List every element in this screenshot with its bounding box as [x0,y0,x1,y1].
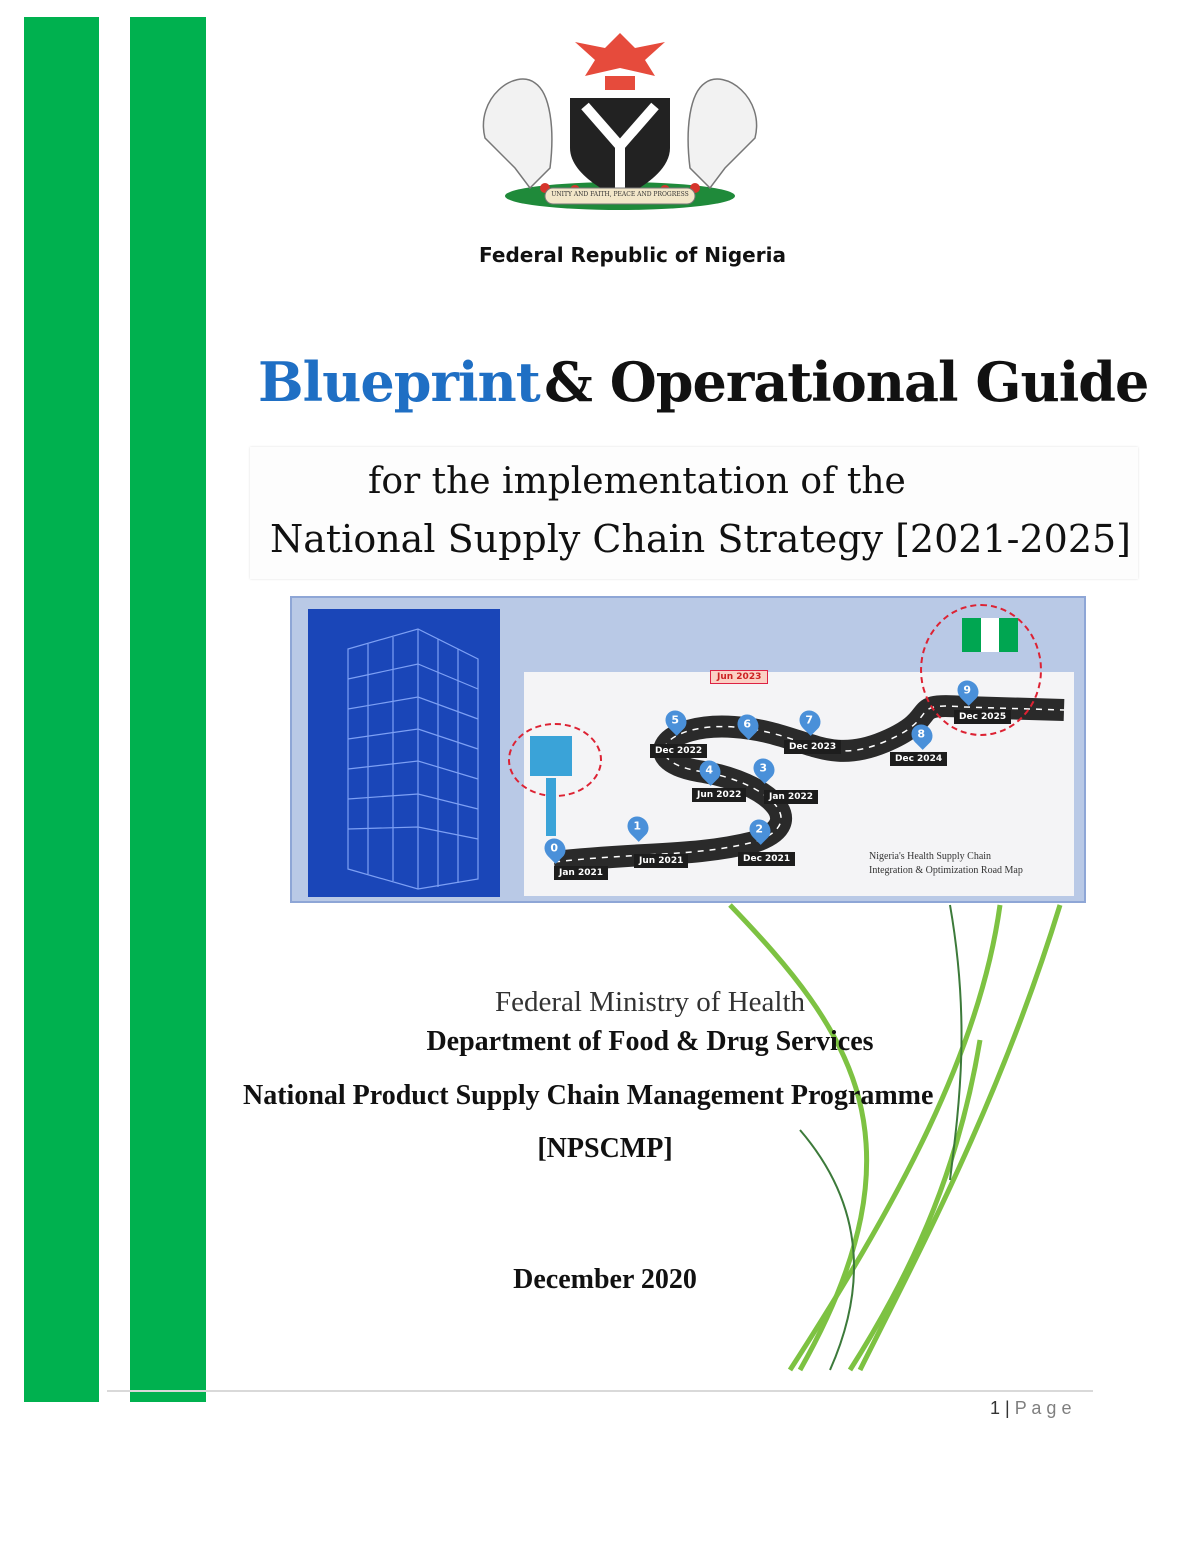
main-title [258,350,1158,414]
milestone-label-9: Dec 2025 [954,710,1011,724]
subtitle-box [250,447,1138,579]
page-number: 1 [990,1398,1001,1418]
ministry-name: Federal Ministry of Health [494,986,806,1018]
page-separator: | [1005,1398,1010,1418]
milestone-marker-3: 3 [749,754,779,784]
runner-figure-icon [530,736,572,776]
milestone-marker-2: 2 [745,815,775,845]
page-word: P a g e [1014,1398,1072,1418]
blueprint-building [308,609,500,897]
milestone-label-4: Jun 2022 [692,788,746,802]
title-operational-guide: & Operational Guide [544,350,1149,414]
milestone-marker-7: 7 [795,706,825,736]
milestone-label-1: Jun 2021 [634,854,688,868]
programme-acronym: [NPSCMP] [537,1133,673,1164]
roadmap-caption-line-2: Integration & Optimization Road Map [869,865,1023,876]
start-arrow [546,778,556,836]
footer-rule [107,1390,1093,1392]
roadmap-caption-line-1: Nigeria's Health Supply Chain [869,851,992,862]
milestone-marker-0: 0 [540,834,570,864]
roadmap-caption [869,850,1023,878]
milestone-label-5: Dec 2022 [650,744,707,758]
department-name: Department of Food & Drug Services [426,1026,874,1057]
subtitle-line-2: National Supply Chain Strategy [2021-2025] [270,517,1131,561]
emblem-motto: UNITY AND FAITH, PEACE AND PROGRESS [551,191,689,198]
milestone-label-0: Jan 2021 [554,866,608,880]
coat-of-arms-emblem [455,28,785,213]
milestone-label-7: Dec 2023 [784,740,841,754]
milestone-marker-8: 8 [907,720,937,750]
milestone-marker-6: 6 [733,710,763,740]
left-green-bar-1 [24,17,99,1402]
milestone-label-2: Dec 2021 [738,852,795,866]
left-green-bar-2 [130,17,206,1402]
milestone-marker-4: 4 [695,756,725,786]
page-footer [990,1398,1071,1419]
milestone-label-8: Dec 2024 [890,752,947,766]
nigeria-flag-icon [962,618,1018,652]
milestone-marker-9: 9 [953,676,983,706]
country-name: Federal Republic of Nigeria [479,243,786,267]
milestone-marker-5: 5 [661,706,691,736]
title-blueprint: Blueprint [258,350,540,414]
roadmap-image [290,596,1086,903]
milestone-label-3: Jan 2022 [764,790,818,804]
highlight-tag: Jun 2023 [710,670,768,684]
document-date: December 2020 [513,1264,697,1295]
programme-name: National Product Supply Chain Management Programme [243,1080,934,1111]
subtitle-line-1: for the implementation of the [368,461,906,502]
milestone-marker-1: 1 [623,812,653,842]
